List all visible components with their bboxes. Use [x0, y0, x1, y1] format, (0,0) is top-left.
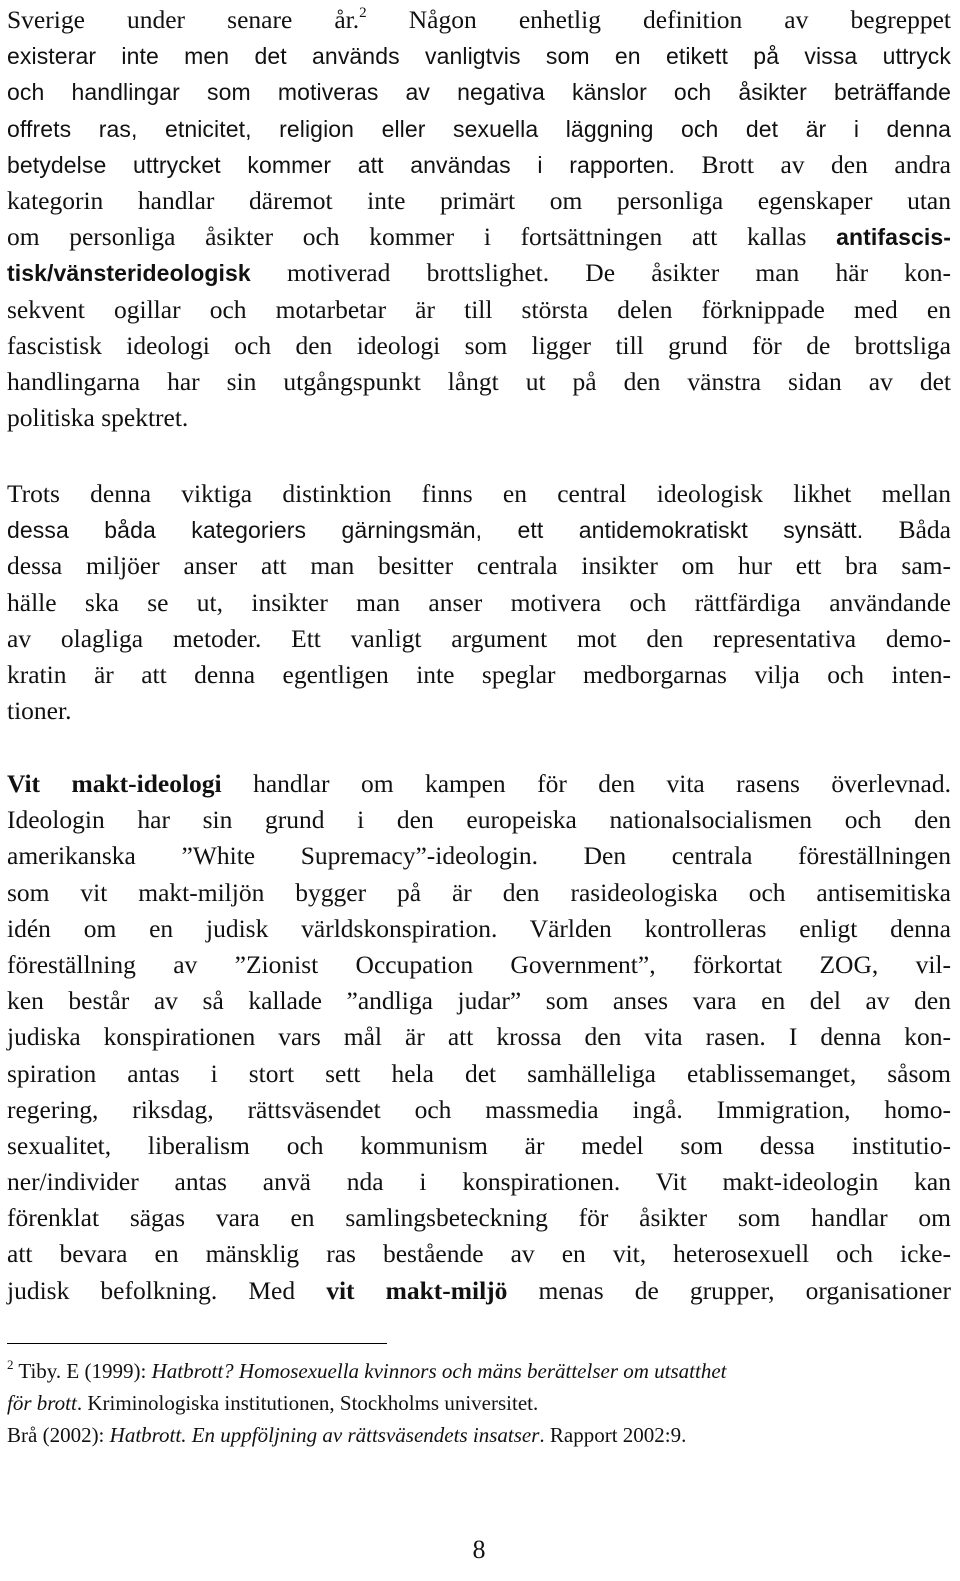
text-line: av olagliga metoder. Ett vanligt argument mot den representativa demo-: [7, 623, 951, 653]
text-line: offrets ras, etnicitet, religion eller sexuella läggning och det är i denna: [7, 115, 951, 142]
text-line: sekvent ogillar och motarbetar är till största delen förknippade med en: [7, 294, 951, 324]
page-number: 8: [472, 1535, 486, 1564]
text-line: kategorin handlar däremot inte primärt om personliga egenskaper utan: [7, 185, 951, 215]
text-line: Sverige under senare år.$^2$ Någon enhetlig definition av begreppet: [7, 5, 951, 34]
text-line: handlingarna har sin utgångspunkt långt ut på den vänstra sidan av det: [7, 366, 951, 396]
footnote-separator: [7, 1343, 387, 1344]
text-line: politiska spektret.: [7, 403, 189, 433]
footnote-marker: 2: [7, 1357, 14, 1372]
text-line: tisk/vänsterideologisk motiverad brottslighet. De åsikter man här kon-: [7, 258, 951, 288]
text-line: tioner.: [7, 696, 72, 726]
footnote-bra-reference: Brå (2002): Hatbrott. En uppföljning av rättsväsendets insatser. Rapport 2002:9.: [7, 1423, 687, 1447]
term-left-ideological: tisk/vänsterideologisk: [7, 260, 251, 287]
text-line: dessa båda kategoriers gärningsmän, ett antidemokratiskt synsätt. Båda: [7, 515, 951, 545]
text-line: ken består av så kallade ”andliga judar” som anses vara en del av den: [7, 986, 951, 1016]
text-line: Ideologin har sin grund i den europeiska nationalsocialismen och den: [7, 805, 951, 835]
text-line: sexualitet, liberalism och kommunism är medel som dessa institutio-: [7, 1130, 951, 1160]
paragraph-white-power-ideology: [7, 766, 951, 1309]
text-line: spiration antas i stort sett hela det samhälleliga etablissemanget, såsom: [7, 1058, 951, 1088]
paragraph-ideological-similarity: [7, 476, 951, 729]
text-line: föreställning av ”Zionist Occupation Government”, förkortat ZOG, vil-: [7, 949, 951, 979]
text-line: fascistisk ideologi och den ideologi som ligger till grund för de brottsliga: [7, 330, 951, 360]
term-antifascist: antifascis-: [836, 224, 951, 251]
term-white-power-milieu: vit makt-miljö: [326, 1275, 508, 1305]
text-line: förenklat sägas vara en samlingsbeteckning för åsikter som handlar om: [7, 1203, 951, 1233]
text-line: som vit makt-miljön bygger på är den rasideologiska och antisemitiska: [7, 877, 951, 907]
text-line: ner/individer antas anvä nda i konspirationen. Vit makt-ideologin kan: [7, 1167, 951, 1197]
text-line: idén om en judisk världskonspiration. Världen kontrolleras enligt denna: [7, 913, 951, 943]
text-line: amerikanska ”White Supremacy”-ideologin. Den centrala föreställningen: [7, 841, 951, 871]
text-line: Trots denna viktiga distinktion finns en central ideologisk likhet mellan: [7, 479, 951, 508]
text-line: och handlingar som motiveras av negativa känslor och åsikter beträffande: [7, 79, 951, 106]
text-line: judisk befolkning. Med vit makt-miljö menas de grupper, organisationer: [7, 1275, 951, 1305]
text-line: att bevara en mänsklig ras bestående av en vit, heterosexuell och icke-: [7, 1239, 951, 1269]
text-line: hälle ska se ut, insikter man anser motivera och rättfärdiga användande: [7, 587, 951, 617]
footnote-2-continued: för brott. Kriminologiska institutionen, Stockholms universitet.: [7, 1391, 539, 1415]
footnote-ref[interactable]: 2: [359, 5, 367, 21]
footnotes: [7, 1355, 951, 1451]
text-line: om personliga åsikter och kommer i fortsättningen att kallas antifascis-: [7, 222, 951, 252]
text-line: dessa miljöer anser att man besitter centrala insikter om hur ett bra sam-: [7, 551, 951, 581]
footnote-2: $^2$ Tiby. E (1999): Hatbrott? Homosexuella kvinnors och mäns berättelser om utsatthet: [7, 1357, 727, 1383]
text-line: Vit makt-ideologi handlar om kampen för den vita rasens överlevnad.: [7, 769, 951, 798]
text-line: regering, riksdag, rättsväsendet och massmedia ingå. Immigration, homo-: [7, 1094, 951, 1124]
text-line: existerar inte men det används vanligtvis som en etikett på vissa uttryck: [7, 43, 951, 70]
paragraph-hate-crime-definition: [7, 2, 951, 436]
text-line: judiska konspirationen vars mål är att krossa den vita rasen. I denna kon-: [7, 1022, 951, 1052]
term-white-power-ideology: Vit makt-ideologi: [7, 769, 222, 798]
text-line: betydelse uttrycket kommer att användas i rapporten. Brott av den andra: [7, 149, 952, 179]
text-line: kratin är att denna egentligen inte speglar medborgarnas vilja och inten-: [7, 659, 951, 689]
